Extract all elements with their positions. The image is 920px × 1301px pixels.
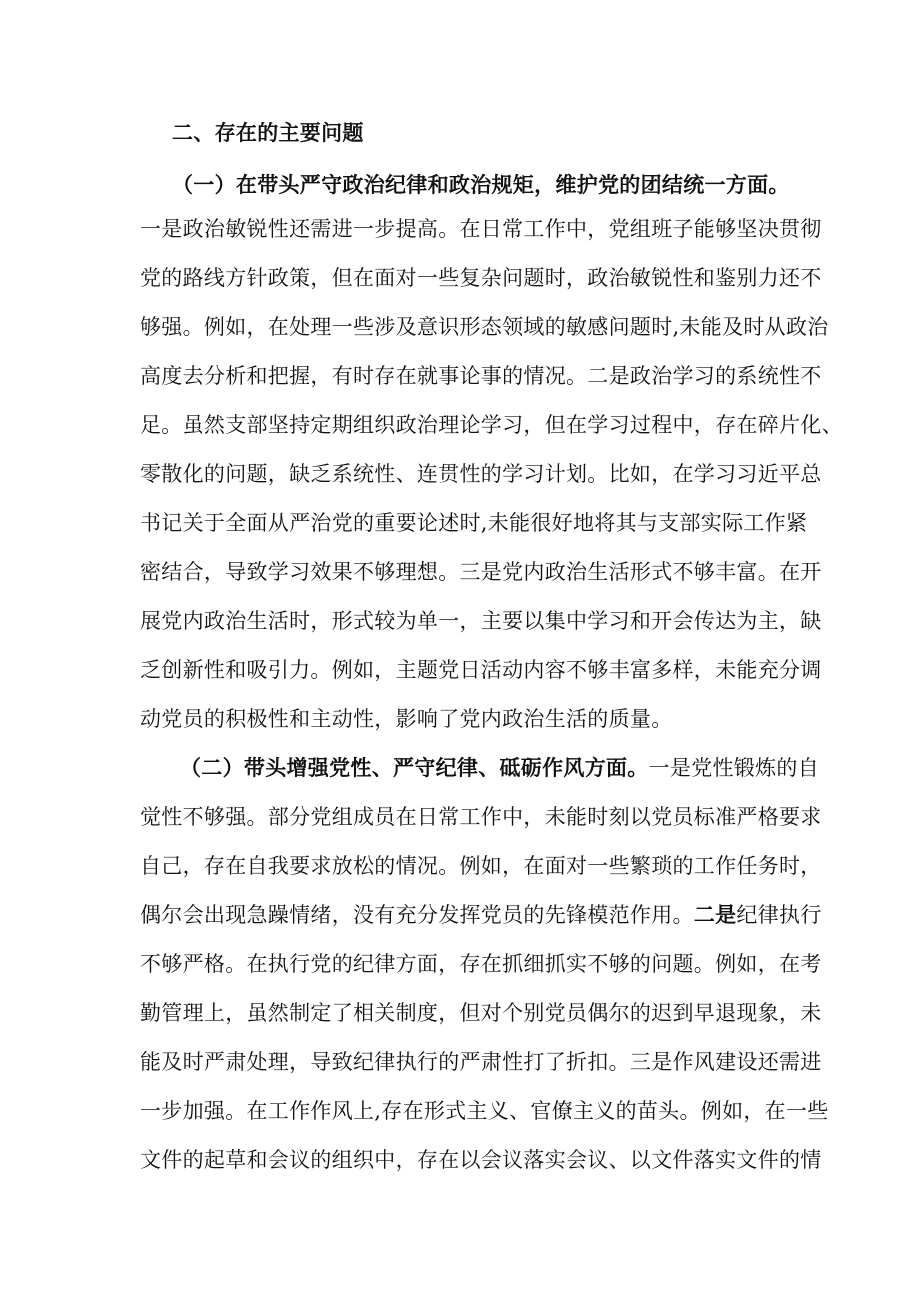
paragraph-line: 自己，存在自我要求放松的情况。例如，在面对一些繁琐的工作任务时， (140, 854, 822, 878)
section-title: 二、存在的主要问题 (172, 120, 364, 145)
paragraph-line: 觉性不够强。部分党组成员在日常工作中，未能时刻以党员标准严格要求 (140, 805, 822, 829)
paragraph-line: 文件的起草和会议的组织中，存在以会议落实会议、以文件落实文件的情 (140, 1148, 822, 1172)
paragraph-text: 纪律执行 (736, 903, 822, 927)
paragraph-line: 一是政治敏锐性还需进一步提高。在日常工作中，党组班子能够坚决贯彻 (140, 217, 822, 241)
paragraph-text: 偶尔会出现急躁情绪，没有充分发挥党员的先锋模范作用。 (140, 903, 694, 927)
paragraph-line: 动党员的积极性和主动性，影响了党内政治生活的质量。 (140, 707, 673, 731)
paragraph-line: 密结合，导致学习效果不够理想。三是党内政治生活形式不够丰富。在开 (140, 560, 822, 584)
paragraph-text: 一是党性锻炼的自 (648, 756, 820, 780)
subsection-title-1: （一）在带头严守政治纪律和政治规矩，维护党的团结统一方面。 (172, 172, 790, 197)
paragraph-line: 能及时严肃处理，导致纪律执行的严肃性打了折扣。三是作风建设还需进 (140, 1050, 822, 1074)
paragraph-line: 勤管理上，虽然制定了相关制度，但对个别党员偶尔的迟到早退现象，未 (140, 1001, 822, 1025)
bold-marker: 二是 (693, 902, 737, 927)
paragraph-line: 书记关于全面从严治党的重要论述时,未能很好地将其与支部实际工作紧 (140, 511, 808, 535)
paragraph-line: 一步加强。在工作作风上,存在形式主义、官僚主义的苗头。例如，在一些 (140, 1099, 829, 1123)
subsection-title-2-line (180, 753, 819, 783)
paragraph-line: 乏创新性和吸引力。例如，主题党日活动内容不够丰富多样，未能充分调 (140, 658, 822, 682)
paragraph-line: 党的路线方针政策，但在面对一些复杂问题时，政治敏锐性和鉴别力还不 (140, 266, 822, 290)
paragraph-line: 高度去分析和把握，有时存在就事论事的情况。二是政治学习的系统性不 (140, 364, 822, 388)
paragraph-line: 不够严格。在执行党的纪律方面，存在抓细抓实不够的问题。例如，在考 (140, 952, 822, 976)
paragraph-line: 足。虽然支部坚持定期组织政治理论学习，但在学习过程中，存在碎片化、 (140, 413, 843, 437)
paragraph-line: 够强。例如，在处理一些涉及意识形态领域的敏感问题时,未能及时从政治 (140, 315, 829, 339)
paragraph-line: 展党内政治生活时，形式较为单一，主要以集中学习和开会传达为主，缺 (140, 609, 822, 633)
subsection-title-2: （二）带头增强党性、严守纪律、砥砺作风方面。 (180, 755, 649, 780)
paragraph-line-mixed (140, 900, 822, 930)
paragraph-line: 零散化的问题，缺乏系统性、连贯性的学习计划。比如，在学习习近平总 (140, 462, 822, 486)
